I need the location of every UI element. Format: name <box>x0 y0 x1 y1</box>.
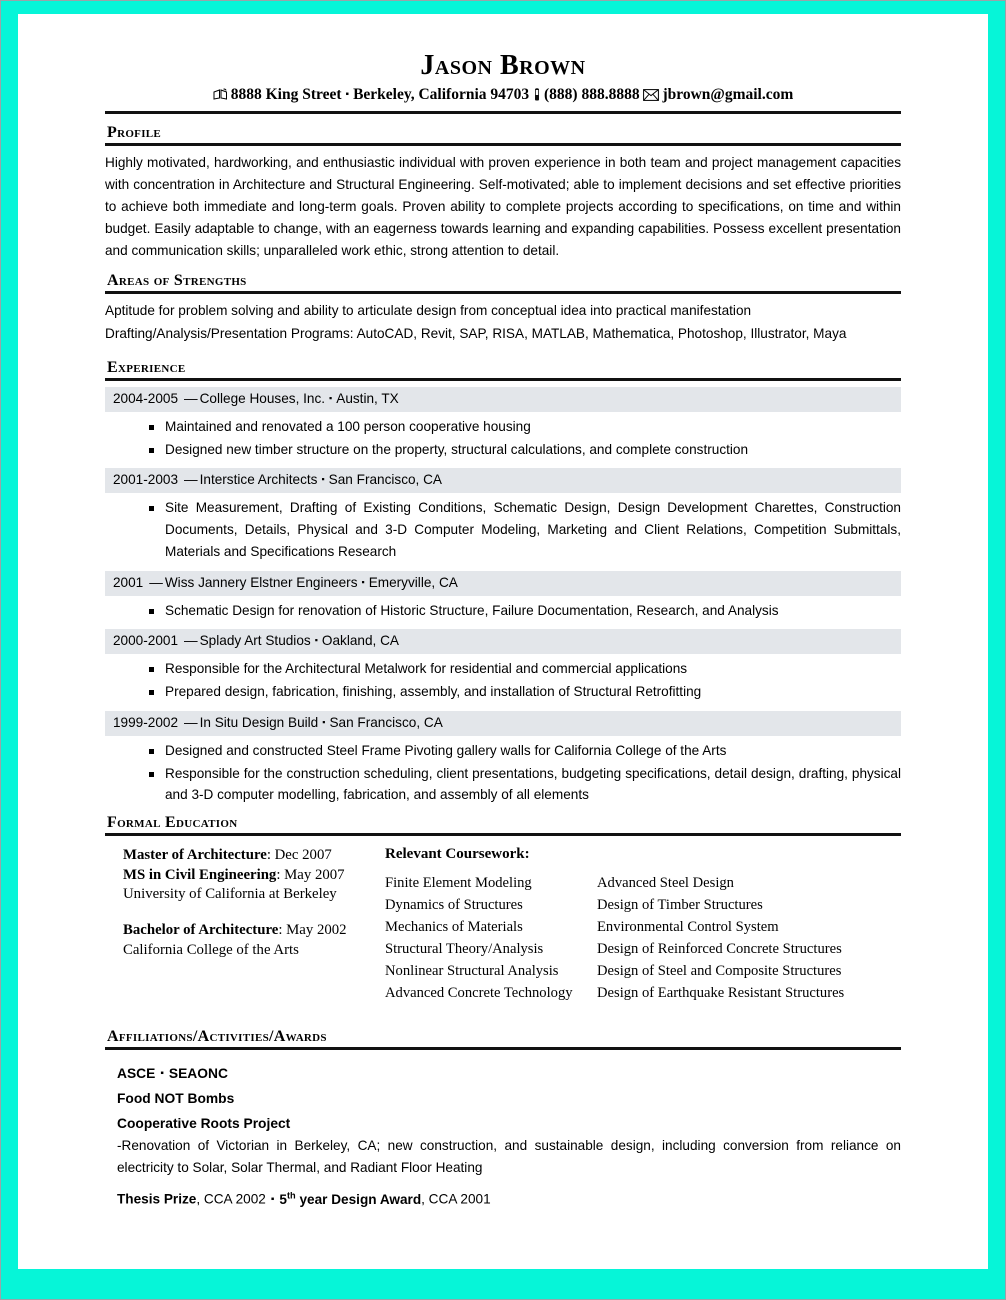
contact-phone: (888) 888.8888 <box>544 86 640 103</box>
job-dates: 2000-2001 <box>113 633 179 649</box>
job-bullets <box>105 658 901 703</box>
strength-line: Drafting/Analysis/Presentation Programs: AutoCAD, Revit, SAP, RISA, MATLAB, Mathematica, Photoshop, Illustrator, Maya <box>105 325 847 341</box>
contact-address: 8888 King Street <box>230 86 342 103</box>
job-bullets <box>105 740 901 806</box>
job-dash: — <box>184 390 198 406</box>
job-location: San Francisco, CA <box>329 714 443 730</box>
coursework-item: Nonlinear Structural Analysis <box>385 962 559 979</box>
separator-square: ▪ <box>160 1068 164 1080</box>
section-title-profile: Profile <box>107 124 162 141</box>
job-dates: 2001 <box>113 574 144 590</box>
section-rule-profile <box>105 143 901 146</box>
affiliations-block <box>105 1056 901 1206</box>
job-location: Emeryville, CA <box>368 574 458 590</box>
coursework-column-right <box>597 873 901 1004</box>
header-divider <box>105 111 901 114</box>
experience-entry <box>105 387 901 460</box>
job-company: Interstice Architects <box>199 472 318 488</box>
job-header <box>105 711 901 736</box>
org-name: ASCE <box>117 1066 156 1082</box>
award-name: year Design Award <box>295 1191 422 1207</box>
coursework-item: Dynamics of Structures <box>385 896 523 913</box>
contact-line <box>105 86 901 104</box>
job-company: College Houses, Inc. <box>199 390 326 406</box>
job-location: Oakland, CA <box>321 633 399 649</box>
strength-line: Aptitude for problem solving and ability to articulate design from conceptual idea into practical manifestation <box>105 303 752 319</box>
separator-square: ▪ <box>322 716 326 727</box>
job-header <box>105 468 901 493</box>
coursework-block <box>385 846 901 1004</box>
job-company: In Situ Design Build <box>199 714 319 730</box>
coursework-title: Relevant Coursework: <box>385 846 530 863</box>
coursework-item: Structural Theory/Analysis <box>385 940 544 957</box>
affiliation-item: Food NOT Bombs <box>117 1091 235 1107</box>
degree-school: University of California at Berkeley <box>123 886 337 903</box>
job-bullet: Site Measurement, Drafting of Existing Conditions, Schematic Design, Design Development Charettes, Construction Documents, Details, Physical and 3-D Computer Modeling, Marketing and Client Relations, Competition Submittals, Materials and Specifications Research <box>105 497 901 562</box>
degree-entry <box>123 846 385 905</box>
award-title: Thesis Prize <box>117 1191 197 1207</box>
section-rule-affiliations <box>105 1047 901 1050</box>
profile-text: Highly motivated, hardworking, and enthusiastic individual with proven experience in both team and project management capacities with concentration in Architecture and Structural Engineering. Self-motivated; able to implement decisions and set effective priorities to achieve both immediate and long-term goals. Proven ability to complete projects according to specifications, on time and within budget. Easily adaptable to change, with an eagerness towards learning and expanding capabilities. Possess excellent presentation and communication skills; unparalleled work ethic, strong attention to detail. <box>105 155 901 259</box>
resume-sheet <box>18 14 988 1269</box>
job-bullet: Prepared design, fabrication, finishing, assembly, and installation of Structural Retrofitting <box>105 681 901 703</box>
job-company: Wiss Jannery Elstner Engineers <box>164 574 358 590</box>
job-bullet: Maintained and renovated a 100 person cooperative housing <box>105 416 901 438</box>
experience-entry <box>105 571 901 622</box>
job-dates: 2004-2005 <box>113 390 179 406</box>
section-rule-experience <box>105 378 901 381</box>
degrees-column <box>123 846 385 1004</box>
candidate-name: Jason Brown <box>420 50 586 81</box>
degree-line <box>123 846 385 866</box>
job-bullet: Designed new timber structure on the property, structural calculations, and complete construction <box>105 439 901 461</box>
degree-date: : Dec 2007 <box>266 847 332 864</box>
separator-square: ▪ <box>270 1193 275 1205</box>
coursework-column-left <box>385 873 597 1004</box>
separator-square: ▪ <box>314 635 318 646</box>
separator-square: ▪ <box>321 474 325 485</box>
degree-name: Master of Architecture <box>123 847 267 864</box>
award-detail: , CCA 2001 <box>421 1191 491 1207</box>
job-bullets <box>105 600 901 622</box>
job-bullets <box>105 416 901 461</box>
section-title-experience: Experience <box>107 358 186 376</box>
job-bullet: Responsible for the construction scheduling, client presentations, budgeting specifications, detail design, drafting, physical and 3-D computer modelling, fabrication, and assembly of all elements <box>105 763 901 807</box>
degree-name: MS in Civil Engineering <box>123 866 277 883</box>
awards-line <box>117 1190 901 1207</box>
job-header <box>105 629 901 654</box>
degree-name: Bachelor of Architecture <box>123 922 279 939</box>
separator-square: ▪ <box>345 89 350 100</box>
job-bullet: Schematic Design for renovation of Historic Structure, Failure Documentation, Research, and Analysis <box>105 600 901 622</box>
coursework-item: Advanced Concrete Technology <box>385 984 573 1001</box>
job-header <box>105 571 901 596</box>
coursework-item: Mechanics of Materials <box>385 918 523 935</box>
coursework-item: Finite Element Modeling <box>385 875 532 892</box>
affiliation-orgs <box>117 1066 901 1081</box>
section-title-affiliations: Affiliations/Activities/Awards <box>107 1028 327 1046</box>
section-rule-strengths <box>105 291 901 294</box>
award-title <box>279 1192 421 1207</box>
job-bullet: Designed and constructed Steel Frame Pivoting gallery walls for California College of the Arts <box>105 740 901 762</box>
degree-school: California College of the Arts <box>123 941 299 958</box>
experience-entry <box>105 711 901 806</box>
award-detail: , CCA 2002 <box>196 1191 266 1207</box>
coursework-item: Advanced Steel Design <box>597 875 734 892</box>
section-title-strengths: Areas of Strengths <box>107 272 247 290</box>
job-dash: — <box>149 574 163 590</box>
coursework-item: Environmental Control System <box>597 918 779 935</box>
section-rule-education <box>105 833 901 836</box>
envelope-icon <box>643 89 659 101</box>
award-ordinal-suffix: th <box>286 1190 296 1201</box>
job-location: Austin, TX <box>336 390 399 406</box>
affiliation-item: Cooperative Roots Project <box>117 1116 291 1132</box>
phone-icon <box>533 88 541 101</box>
org-name: SEAONC <box>168 1066 228 1082</box>
job-dates: 2001-2003 <box>113 472 179 488</box>
separator-square: ▪ <box>329 392 333 403</box>
award-ordinal-number: 5 <box>279 1191 287 1207</box>
resume-header <box>105 50 901 114</box>
job-dates: 1999-2002 <box>113 714 179 730</box>
mailbox-icon <box>213 88 228 101</box>
contact-email[interactable]: jbrown@gmail.com <box>662 86 794 103</box>
experience-entry <box>105 629 901 702</box>
experience-entry <box>105 468 901 562</box>
degree-date: : May 2007 <box>276 866 345 883</box>
job-bullet: Responsible for the Architectural Metalwork for residential and commercial applications <box>105 658 901 680</box>
job-location: San Francisco, CA <box>328 472 442 488</box>
coursework-item: Design of Steel and Composite Structures <box>597 962 842 979</box>
separator-square: ▪ <box>361 576 365 587</box>
job-dash: — <box>184 472 198 488</box>
coursework-item: Design of Reinforced Concrete Structures <box>597 940 842 957</box>
degree-entry <box>123 921 385 960</box>
job-bullets <box>105 497 901 562</box>
contact-city: Berkeley, California 94703 <box>353 86 530 103</box>
job-header <box>105 387 901 412</box>
job-company: Splady Art Studios <box>199 633 311 649</box>
affiliation-detail: -Renovation of Victorian in Berkeley, CA; new construction, and sustainable design, including conversion from reliance on electricity to Solar, Solar Thermal, and Radiant Floor Heating <box>117 1138 901 1175</box>
coursework-columns <box>385 873 901 1004</box>
job-dash: — <box>184 633 198 649</box>
education-block <box>105 846 901 1004</box>
section-title-education: Formal Education <box>107 814 238 832</box>
degree-line <box>123 866 385 886</box>
resume-content <box>105 50 901 1207</box>
degree-line <box>123 921 385 941</box>
coursework-item: Design of Timber Structures <box>597 896 763 913</box>
job-dash: — <box>184 714 198 730</box>
degree-date: : May 2002 <box>278 922 347 939</box>
coursework-item: Design of Earthquake Resistant Structures <box>597 984 845 1001</box>
